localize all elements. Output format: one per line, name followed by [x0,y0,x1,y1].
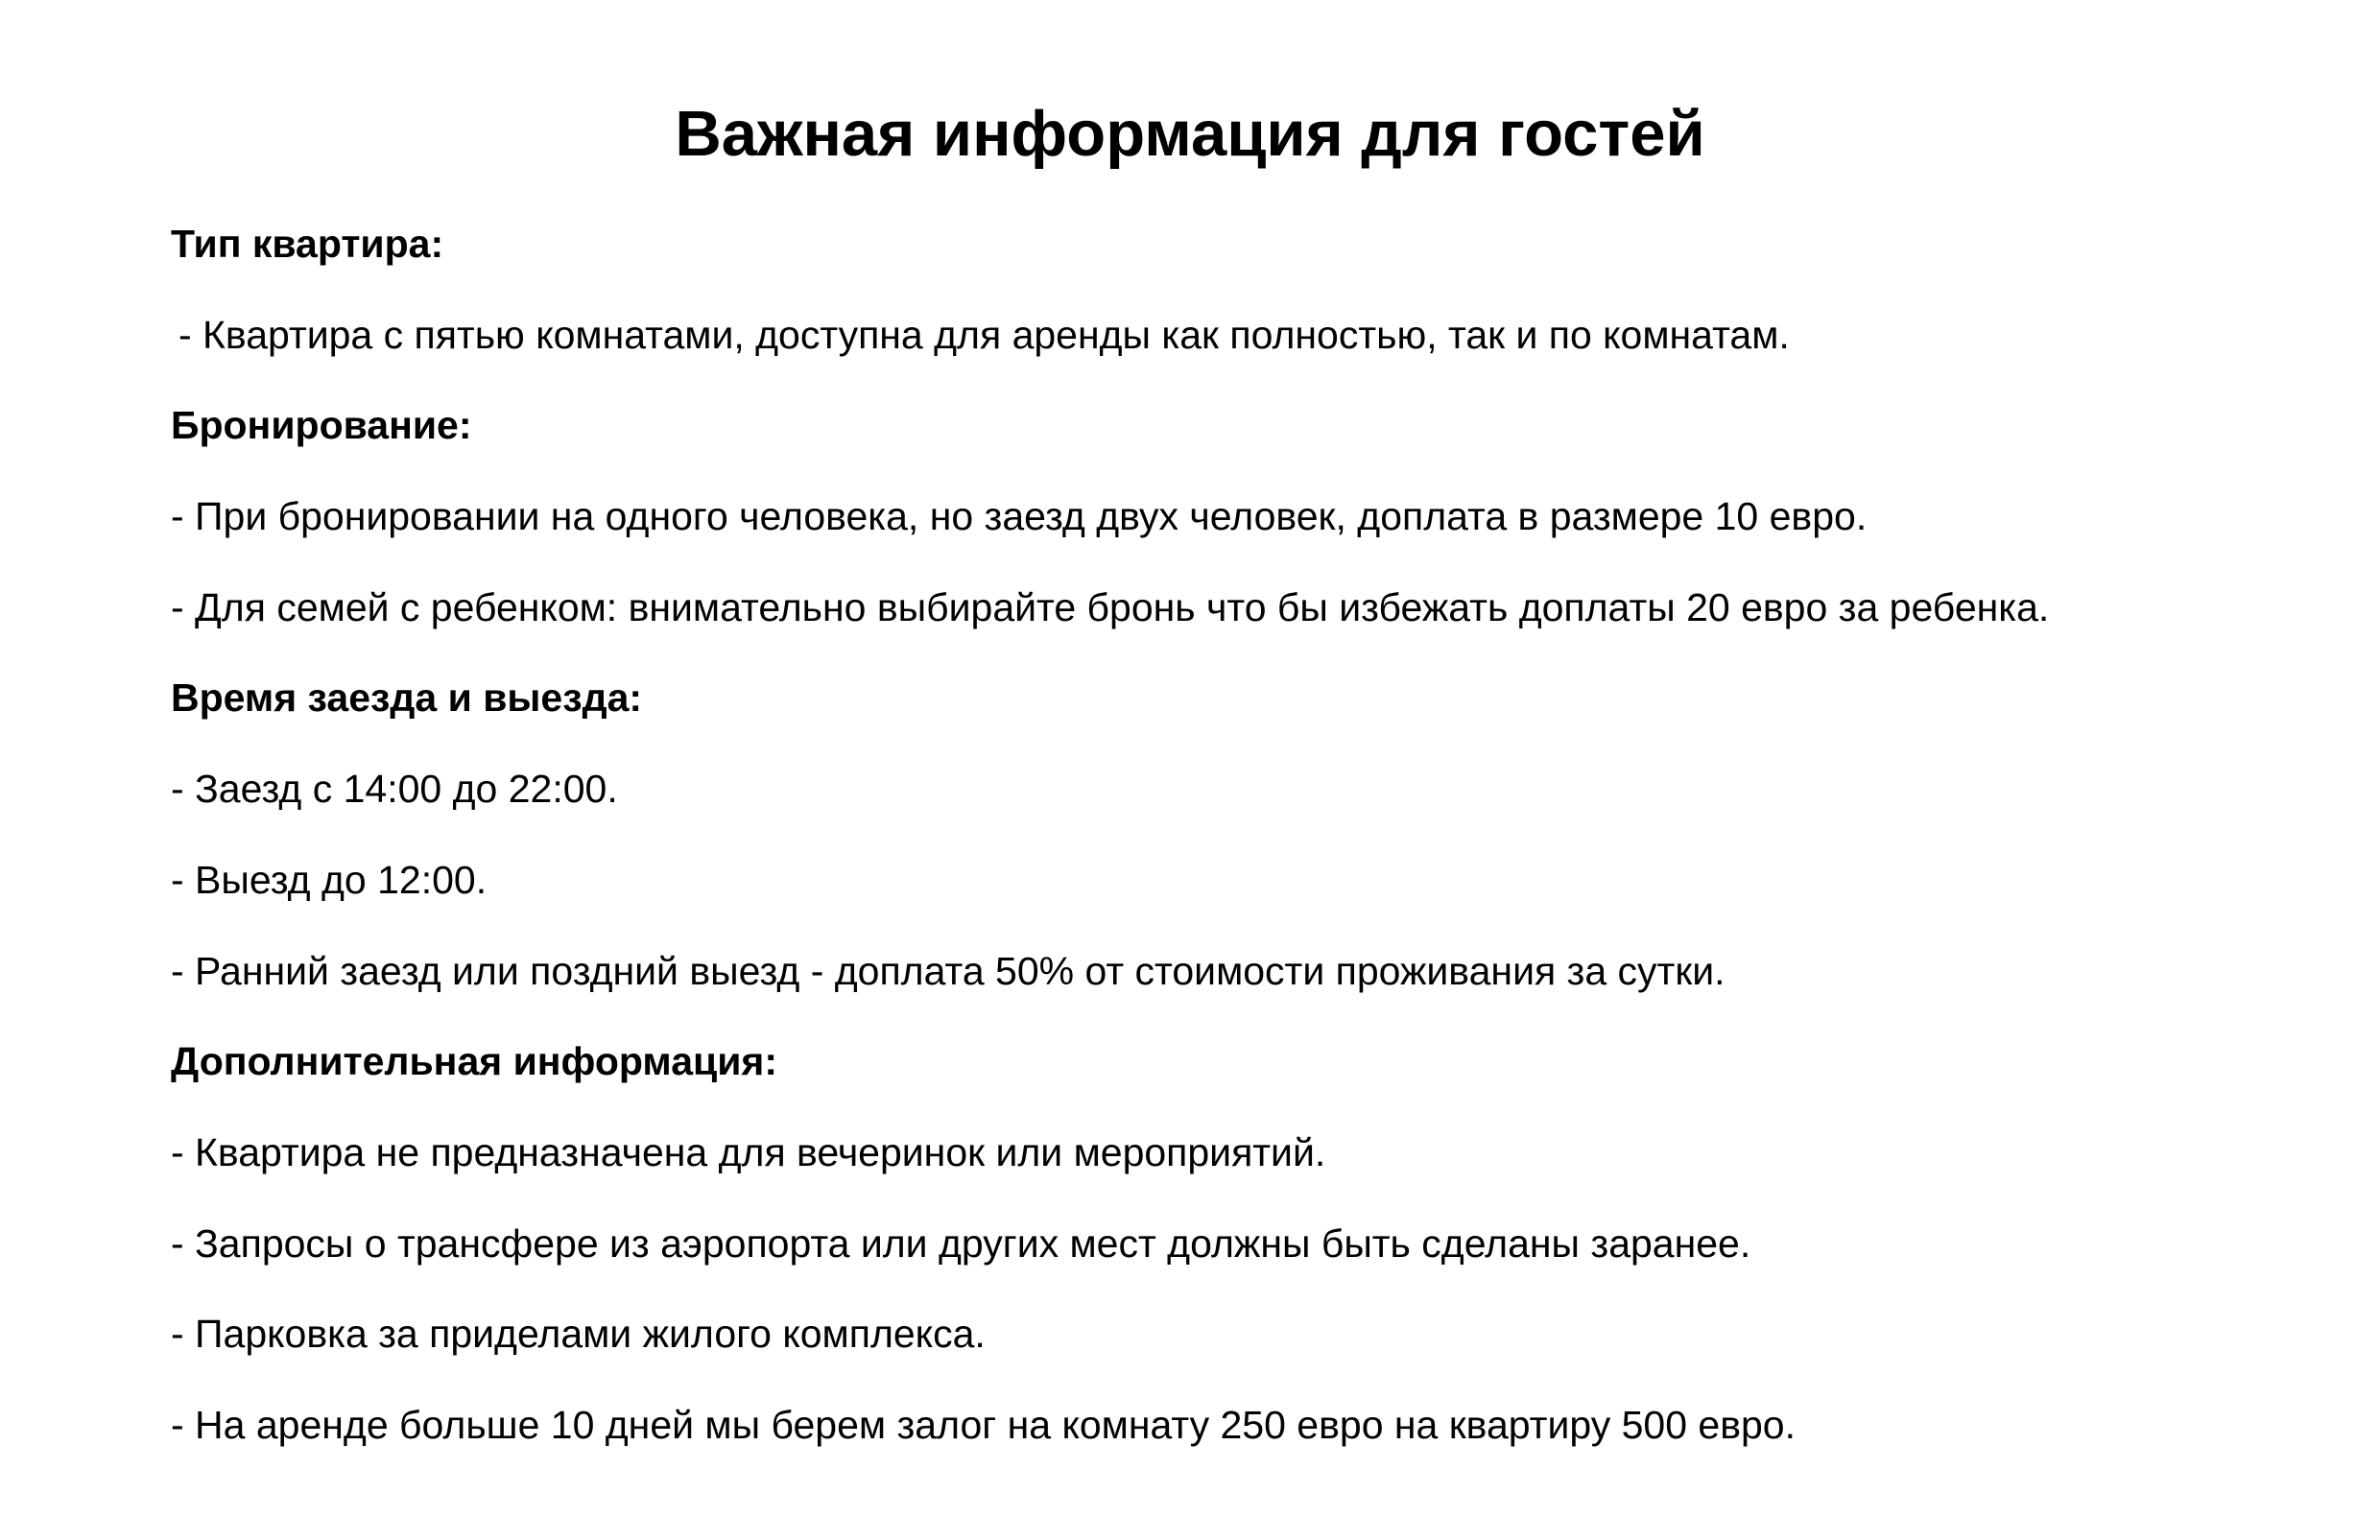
section-heading-apartment-type: Тип квартира: [171,222,444,266]
list-item: - Для семей с ребенком: внимательно выбирайте бронь что бы избежать доплаты 20 евро за ребенка. [171,585,2050,629]
list-item: - При бронировании на одного человека, но заезд двух человек, доплата в размере 10 евро. [171,494,1868,538]
section-heading-additional-info: Дополнительная информация: [171,1039,777,1083]
document-title: Важная информация для гостей [675,98,1705,170]
section-heading-booking: Бронирование: [171,403,472,447]
list-item: - Запросы о трансфере из аэропорта или других мест должны быть сделаны заранее. [171,1221,1751,1266]
list-item: - Квартира не предназначена для вечеринок или мероприятий. [171,1130,1326,1174]
list-item: - Парковка за приделами жилого комплекса. [171,1312,986,1356]
section-heading-checkin-checkout: Время заезда и выезда: [171,675,643,720]
list-item: - На аренде больше 10 дней мы берем залог на комнату 250 евро на квартиру 500 евро. [171,1403,1796,1447]
list-item: - Квартира с пятью комнатами, доступна для аренды как полностью, так и по комнатам. [178,313,1790,357]
list-item: - Заезд с 14:00 до 22:00. [171,767,618,811]
list-item: - Выезд до 12:00. [171,858,488,902]
list-item: - Ранний заезд или поздний выезд - доплата 50% от стоимости проживания за сутки. [171,949,1726,993]
